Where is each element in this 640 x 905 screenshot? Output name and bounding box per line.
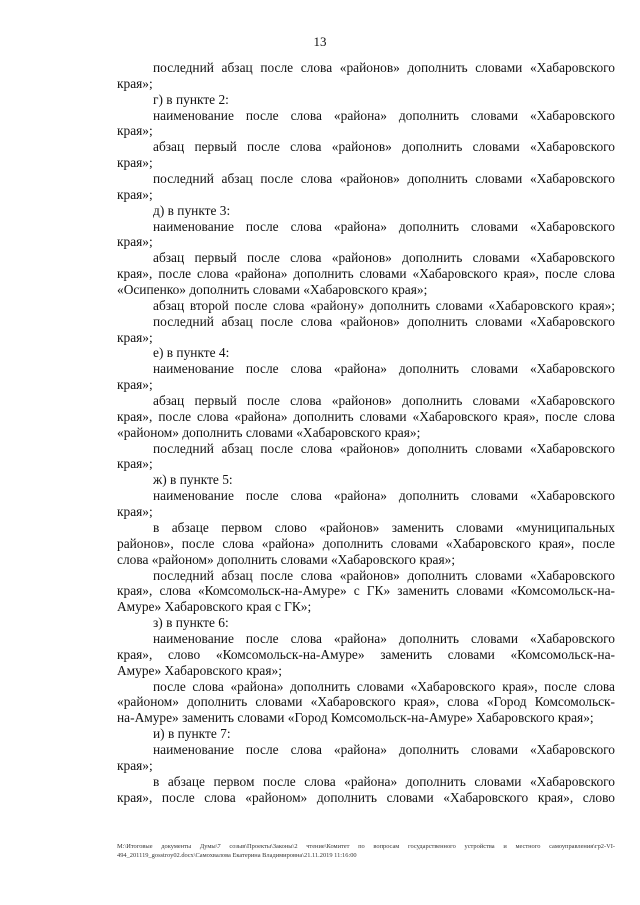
text-line: края», после слова «района» дополнить словами «Хабаровского края», после слова — [117, 266, 615, 282]
text-line: края»; — [117, 377, 153, 393]
text-line: слова «районом» дополнить словами «Хабаровского края»; — [117, 551, 456, 567]
footer-line-2: 494_201119_gosstroy02.docx\Самохвалова Екатерина Владимировна\21.11.2019 11:16:00 — [117, 852, 357, 859]
text-line: абзац второй после слова «району» дополнить словами «Хабаровского края»; — [153, 297, 615, 313]
text-line: наименование после слова «района» дополнить словами «Хабаровского — [153, 741, 615, 757]
text-line: края», после слова «района» дополнить словами «Хабаровского края», после слова — [117, 408, 615, 424]
text-line: «районом» дополнить словами «Хабаровского края», слова «Город Комсомольск- — [117, 694, 615, 710]
text-line: последний абзац после слова «районов» дополнить словами «Хабаровского — [153, 567, 615, 583]
text-line: «районом» дополнить словами «Хабаровского края»; — [117, 424, 421, 440]
text-line: Амуре» Хабаровского края»; — [117, 662, 282, 678]
text-line: края»; — [117, 757, 153, 773]
text-line: д) в пункте 3: — [153, 202, 231, 218]
text-line: наименование после слова «района» дополнить словами «Хабаровского — [153, 488, 615, 504]
footer-line-1: М:\Итоговые документы Думы\7 созыв\Проекты\Законы\2 чтение\Комитет по вопросам государственного устройства и местного самоуправления\гр2-VI- — [117, 843, 615, 850]
text-line: края»; — [117, 186, 153, 202]
text-line: края»; — [117, 234, 153, 250]
text-line: и) в пункте 7: — [153, 726, 231, 742]
text-line: з) в пункте 6: — [153, 615, 229, 631]
text-line: края», слова «Комсомольск-на-Амуре» с ГК» заменить словами «Комсомольск-на- — [117, 583, 615, 599]
text-line: края», после слова «районом» дополнить словами «Хабаровского края», слово — [117, 789, 615, 805]
text-line: последний абзац после слова «районов» дополнить словами «Хабаровского — [153, 60, 615, 75]
text-line: в абзаце первом после слова «района» дополнить словами «Хабаровского — [153, 773, 615, 789]
text-line: края»; — [117, 504, 153, 520]
text-line: на-Амуре» заменить словами «Город Комсомольск-на-Амуре» Хабаровского края»; — [117, 710, 594, 726]
text-line: края»; — [117, 155, 153, 171]
text-line: последний абзац после слова «районов» дополнить словами «Хабаровского — [153, 313, 615, 329]
text-line: наименование после слова «района» дополнить словами «Хабаровского — [153, 218, 615, 234]
text-line: наименование после слова «района» дополнить словами «Хабаровского — [153, 630, 615, 646]
text-line: края»; — [117, 456, 153, 472]
text-line: Амуре» Хабаровского края с ГК»; — [117, 599, 312, 615]
text-line: после слова «района» дополнить словами «Хабаровского края», после слова — [153, 678, 615, 694]
text-line: наименование после слова «района» дополнить словами «Хабаровского — [153, 361, 615, 377]
text-line: «Осипенко» дополнить словами «Хабаровского края»; — [117, 282, 428, 298]
page-number: 13 — [313, 34, 327, 49]
text-line: абзац первый после слова «районов» дополнить словами «Хабаровского — [153, 250, 615, 266]
text-line: края»; — [117, 75, 153, 91]
text-line: края»; — [117, 123, 153, 139]
text-line: ж) в пункте 5: — [153, 472, 233, 488]
text-line: районов», после слова «района» дополнить словами «Хабаровского края», после — [117, 535, 615, 551]
document-body — [117, 60, 615, 805]
text-line: абзац первый после слова «районов» дополнить словами «Хабаровского — [153, 139, 615, 155]
text-line: е) в пункте 4: — [153, 345, 230, 361]
text-line: наименование после слова «района» дополнить словами «Хабаровского — [153, 107, 615, 123]
text-line: края»; — [117, 329, 153, 345]
text-line: края», слово «Комсомольск-на-Амуре» заменить словами «Комсомольск-на- — [117, 646, 615, 662]
text-line: последний абзац после слова «районов» дополнить словами «Хабаровского — [153, 171, 615, 187]
text-line: абзац первый после слова «районов» дополнить словами «Хабаровского — [153, 393, 615, 409]
file-path-footer — [117, 842, 615, 860]
text-line: последний абзац после слова «районов» дополнить словами «Хабаровского — [153, 440, 615, 456]
text-line: в абзаце первом слово «районов» заменить словами «муниципальных — [153, 519, 615, 535]
text-line: г) в пункте 2: — [153, 91, 229, 107]
